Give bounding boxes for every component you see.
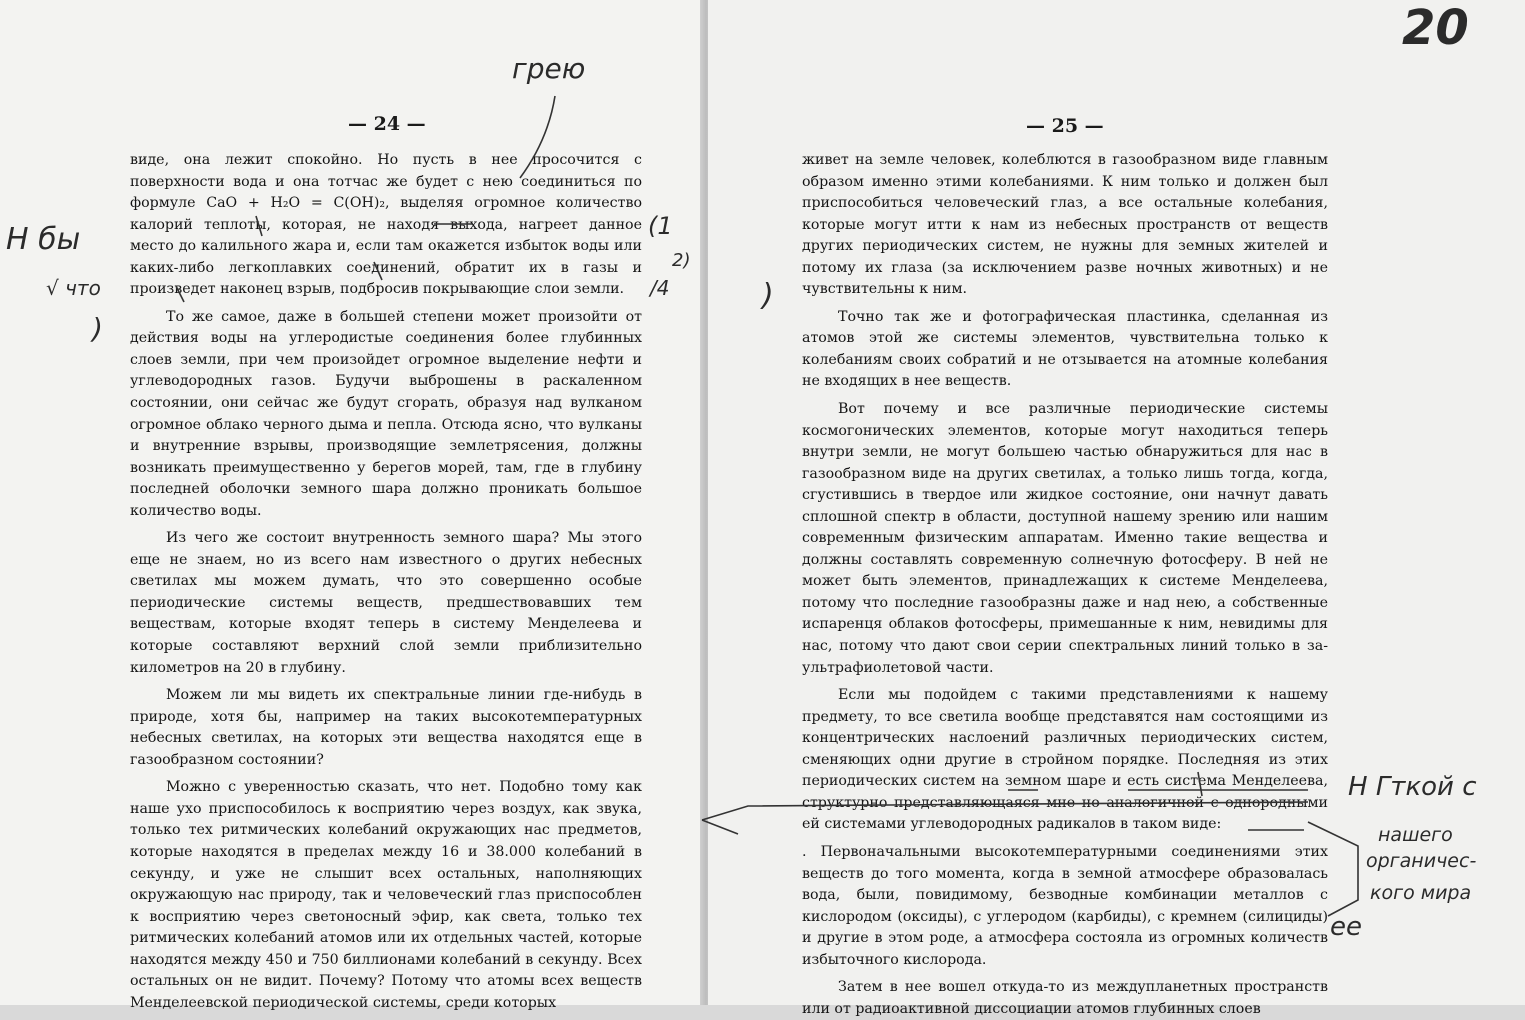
paragraph: Из чего же состоит внутренность земного шара? Мы этого еще не знаем, но из всего нам известного о других небесных светилах мы можем думать, что это совершенно особые периодические системы веществ, предшествовавших тем веществам, которые входят теперь в систему Менделеева и которые составляют верхний слой земли приблизительно километров на 20 в глубину.	[130, 530, 642, 676]
folio-handwritten: 20	[1402, 0, 1469, 56]
handwritten-note-margin: ее	[1330, 912, 1362, 942]
page-number-right: — 25 —	[1026, 115, 1104, 137]
paragraph: Точно так же и фотографическая пластинка, сделанная из атомов этой же системы элементов, чувствительна только к колебаниям своих собратий и не отзывается на атомные колебания не входящих в нее веществ.	[802, 308, 1328, 390]
left-page-text	[130, 150, 642, 1014]
handwritten-note-margin: √ что	[46, 276, 101, 300]
handwritten-note-margin: )	[92, 312, 103, 345]
handwritten-note-margin: )	[762, 278, 774, 313]
page-number-left: — 24 —	[348, 113, 426, 135]
paragraph: живет на земле человек, колеблются в газообразном виде главным образом именно этими колебаниями. К ним только и должен был приспособиться человеческий глаз, а все остальные колебания, которые могут итти к нам из небесных пространств от веществ других периодических систем, не нужны для земных жителей и потому их глаза (за исключением разве ночных животных) и не чувствительны к ним.	[802, 152, 1328, 298]
paragraph: виде, она лежит спокойно. Но пусть в нее просочится с поверхности вода и она тотчас же будет с нею соединиться по формуле CaO + H₂O = C(OH)₂, выделяя огромное количество калорий теплоты, которая, не находя выхода, нагреет данное место до калильного жара и, если там окажется избыток воды или каких-либо легкоплавких соединений, обратит их в газы и произведет наконец взрыв, подбросив покрывающие слои земли.	[130, 152, 642, 298]
paragraph: . Первоначальными высокотемпературными соединениями этих веществ до того момента, когда в земной атмосфере образовалась вода, были, повидимому, безводные комбинации металлов с кислородом (оксиды), с углеродом (карбиды), с кремнем (силициды) и другие в этом роде, а атмосфера состояла из огромных количеств избыточного кислорода.	[802, 843, 1328, 968]
paragraph: Затем в нее вошел откуда-то из междупланетных пространств или от радиоактивной диссоциации атомов глубинных слоев	[802, 979, 1328, 1017]
handwritten-note-top: грею	[512, 52, 586, 85]
handwritten-note-margin: /4	[650, 276, 670, 300]
right-page	[708, 0, 1525, 1017]
handwritten-note-margin: органичес-	[1366, 850, 1477, 872]
handwritten-note-margin: кого мира	[1370, 882, 1472, 904]
right-page-text	[802, 150, 1328, 1020]
paragraph: Вот почему и все различные периодические системы космогонических элементов, которые могут находиться теперь внутри земли, не могут большею частью обнаружиться для нас в газообразном виде на других светилах, а только лишь тогда, когда, сгустившись в твердое или жидкое состояние, они начнут давать сплошной спектр в области, доступной нашему зрению или нашим современным физическим аппаратам. Именно такие вещества и должны составлять современную солнечную фотосферу. В ней не может быть элементов, принадлежащих к системе Менделеева, потому что последние газообразны даже и над нею, а собственные испаренця облаков фотосферы, примешанные к ним, невидимы для нас, потому что дают свои серии спектральных линий только в за-ультрафиолетовой части.	[802, 401, 1328, 676]
paragraph: Если мы подойдем с такими представлениями к нашему предмету, то все светила вообще представятся нам состоящими из концентрических наслоений различных периодических систем, сменяющих одни другие в стройном порядке. Последняя из этих периодических систем на земном шаре и есть система Менделеева, структурно представляющаяся мне но аналогичной с однородными ей системами углеводородных радикалов в таком виде:	[802, 687, 1328, 833]
handwritten-note-margin: Н Гткой с	[1348, 772, 1477, 802]
paragraph: Можем ли мы видеть их спектральные линии где-нибудь в природе, хотя бы, например на таких высокотемпературных небесных светилах, на которых эти вещества находятся еще в газообразном состоянии?	[130, 687, 642, 768]
paragraph: То же самое, даже в большей степени может произойти от действия воды на углеродистые соединения более глубинных слоев земли, при чем произойдет огромное выделение нефти и углеводородных газов. Будучи выброшены в раскаленном состоянии, они сейчас же будут сгорать, образуя над вулканом огромное облако черного дыма и пепла. Отсюда ясно, что вулканы и внутренние взрывы, производящие землетрясения, должны возникать преимущественно у берегов морей, там, где в глубину последней оболочки земного шара должно проникать большое количество воды.	[130, 308, 642, 519]
handwritten-note-margin: Н бы	[6, 222, 81, 257]
left-page	[0, 0, 704, 1011]
handwritten-note-margin: (1	[648, 212, 673, 240]
paragraph: Можно с уверенностью сказать, что нет. Подобно тому как наше ухо приспособилось к восприятию через воздух, как звука, только тех ритмических колебаний окружающих нас предметов, которые находятся в пределах между 16 и 38.000 колебаний в секунду, и уже не слышит всех остальных, наполняющих окружающую нас природу, так и человеческий глаз приспособлен к восприятию через светоносный эфир, как света, только тех ритмических колебаний атомов или их отдельных частей, которые находятся между 450 и 750 биллионами колебаний в секунду. Всех остальных он не видит. Почему? Потому что атомы всех веществ Менделеевской периодической системы, среди которых	[130, 779, 642, 1011]
handwritten-note-margin: 2)	[672, 250, 691, 271]
handwritten-note-margin: нашего	[1378, 824, 1453, 846]
